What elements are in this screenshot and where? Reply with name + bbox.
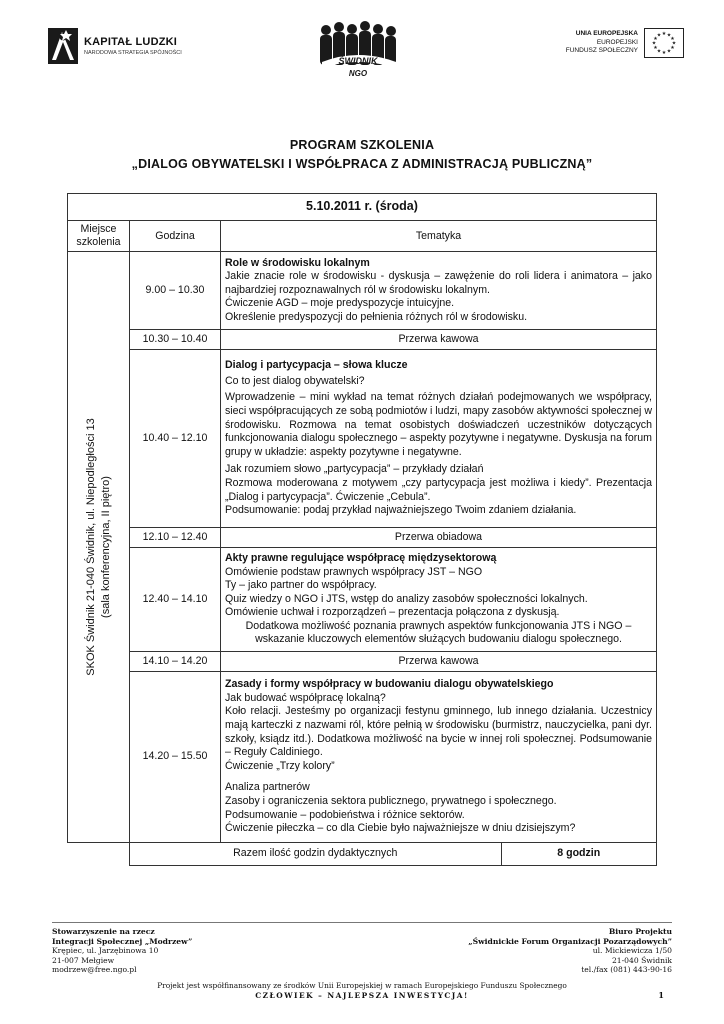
topic-text: Rozmowa moderowana z motywem „czy partycypacja jest możliwa i kiedy”. Prezentacja „Dialog i partycypacja”. Ćwiczenie „Cebula”. [225, 476, 652, 503]
kapital-ludzki-logo [46, 26, 182, 66]
svg-text:★: ★ [656, 48, 662, 55]
break-label: Przerwa kawowa [221, 652, 657, 672]
topic-text: Zasoby i ograniczenia sektora publicznego, prywatnego i społecznego. [225, 794, 557, 807]
time-cell: 14.20 – 15.50 [130, 672, 221, 843]
topic-text: Ćwiczenie „Trzy kolory” [225, 759, 335, 772]
table-row [68, 350, 657, 528]
page-header [40, 18, 684, 80]
time-cell: 12.40 – 14.10 [130, 548, 221, 652]
svg-text:★: ★ [670, 36, 675, 42]
place-cell [68, 252, 130, 843]
table-header-row [68, 221, 657, 252]
topic-text: Co to jest dialog obywatelski? [225, 374, 365, 387]
table-row [68, 672, 657, 843]
topic-text: Koło relacji. Jesteśmy po organizacji festynu gminnego, lub innego działania. Uczestnicy mają karteczki z nazwami ról, które pełnią w środowisku (burmistrz, nauczycielka, pani dyr. szkoły, ksiądz itd.). Dodatkowa możliwość na bycie w innej roli społecznej. Podsumowanie – Reguły Caldiniego. [225, 705, 652, 759]
summary-label: Razem ilość godzin dydaktycznych [130, 843, 501, 865]
topic-text: Analiza partnerów [225, 781, 310, 794]
break-row [68, 330, 657, 350]
topic-text: Jak budować współpracę lokalną? [225, 691, 386, 704]
eu-flag-icon [644, 28, 684, 58]
topic-text: Ty – jako partner do współpracy. [225, 579, 377, 592]
eu-line1: UNIA EUROPEJSKA [575, 30, 638, 38]
break-label: Przerwa obiadowa [221, 528, 657, 548]
document-title [0, 136, 724, 174]
topic-heading: Zasady i formy współpracy w budowaniu dialogu obywatelskiego [225, 678, 554, 691]
topic-cell [221, 672, 657, 843]
footer-right-line: ul. Mickiewicza 1/50 [592, 946, 672, 955]
kapital-ludzki-title: KAPITAŁ LUDZKI [84, 36, 178, 48]
break-row [68, 652, 657, 672]
footer-slogan: CZŁOWIEK – NAJLEPSZA INWESTYCJA! [255, 991, 469, 1000]
time-cell: 12.10 – 12.40 [130, 528, 221, 548]
footer-right-address [468, 927, 672, 975]
topic-heading: Dialog i partycypacja – słowa klucze [225, 359, 408, 372]
svg-text:★: ★ [653, 45, 658, 51]
footer-email: modrzew@free.ngo.pl [52, 965, 137, 974]
svg-text:★: ★ [661, 50, 667, 56]
summary-value: 8 godzin [557, 847, 601, 860]
topic-text: Ćwiczenie AGD – moje predyspozycje intuicyjne. [225, 297, 455, 310]
topic-text: Jakie znacie role w środowisku - dyskusja – zawężenie do roli lidera i animatora – jako najbardziej rozpoznawalnych ról w środowisku lokalnym. [225, 270, 652, 296]
topic-text: Wprowadzenie – mini wykład na temat różnych działań podejmowanych we współpracy, sieci współpracujących ze sobą podmiotów i ludzi, mapy zasobów aktywności społecznej w środowisku. Rozmowa na temat osobistych doświadczeń uczestników dotyczących funkcjonowania dialogu społecznego – aspekty pozytywne i negatywne. Dyskusja na forum grupy w układzie: aspekty pozytywne i negatywne. [225, 391, 652, 458]
col-topic-header: Tematyka [221, 221, 657, 252]
topic-heading: Akty prawne regulujące współpracę międzysektorową [225, 551, 497, 564]
place-line1: SKOK Świdnik 21-040 Świdnik, ul. Niepodległości 13 [84, 418, 97, 676]
footer-left-line: Integracji Społecznej „Modrzew” [52, 936, 193, 946]
eu-line3: FUNDUSZ SPOŁECZNY [565, 47, 638, 55]
svg-text:NGO: NGO [348, 69, 368, 78]
footer-right-line: tel./fax (081) 443-90-16 [581, 965, 672, 974]
topic-cell [221, 350, 657, 528]
topic-cell [221, 548, 657, 652]
svg-text:★: ★ [666, 48, 672, 55]
table-row [68, 548, 657, 652]
topic-text: Ćwiczenie piłeczka – co dla Ciebie było najważniejsze w dniu dzisiejszym? [225, 822, 576, 835]
svg-text:★: ★ [653, 36, 658, 42]
break-row [68, 528, 657, 548]
time-cell: 14.10 – 14.20 [130, 652, 221, 672]
break-label: Przerwa kawowa [221, 330, 657, 350]
svg-text:★: ★ [661, 31, 667, 37]
topic-text: Określenie predyspozycji do pełnienia różnych ról w środowisku. [225, 310, 528, 323]
topic-text: Jak rozumiem słowo „partycypacja” – przykłady działań [225, 463, 484, 476]
svg-text:★: ★ [656, 32, 662, 39]
topic-text: Dodatkowa możliwość poznania prawnych aspektów funkcjonowania JTS i NGO – wskazanie kluczowych elementów służących budowaniu dialogu społecznego. [245, 619, 632, 646]
date-row [68, 194, 657, 221]
summary-cell [130, 843, 657, 866]
svg-text:★: ★ [666, 32, 672, 39]
eu-line2: EUROPEJSKI [596, 38, 638, 46]
time-cell: 10.30 – 10.40 [130, 330, 221, 350]
topic-text: Quiz wiedzy o NGO i JTS, wstęp do analizy zasobów społeczności lokalnych. [225, 592, 588, 605]
title-line2: „DIALOG OBYWATELSKI I WSPÓŁPRACA Z ADMINISTRACJĄ PUBLICZNĄ” [131, 157, 593, 171]
topic-text: Omówienie uchwał i rozporządzeń – prezentacja połączona z dyskusją. [225, 606, 560, 619]
topic-heading: Role w środowisku lokalnym [225, 256, 370, 269]
topic-cell [221, 252, 657, 330]
page-number: 1 [658, 990, 664, 1000]
eu-logo [566, 28, 684, 58]
footer-left-line: 21-007 Mełgiew [52, 955, 115, 965]
footer-right-line: „Świdnickie Forum Organizacji Pozarządowych” [468, 936, 672, 946]
footer-cofinancing-note: Projekt jest współfinansowany ze środków Unii Europejskiej w ramach Europejskiego Funduszu Społecznego [157, 981, 567, 990]
swidnik-ngo-logo [316, 18, 400, 80]
footer-left-line: Krępiec, ul. Jarzębinowa 10 [52, 946, 159, 955]
svg-text:★: ★ [651, 40, 657, 47]
svg-text:ŚWIDNIK: ŚWIDNIK [338, 56, 378, 66]
date-cell: 5.10.2011 r. (środa) [68, 194, 657, 221]
time-cell: 9.00 – 10.30 [130, 252, 221, 330]
topic-text: Podsumowanie: podaj przykład najważniejszego Twoim zdaniem działania. [225, 504, 577, 517]
svg-text:★: ★ [670, 45, 675, 51]
topic-text: Omówienie podstaw prawnych współpracy JST – NGO [225, 565, 483, 578]
summary-row [68, 843, 657, 866]
place-line2: (sala konferencyjna, II piętro) [99, 476, 112, 618]
table-row [68, 252, 657, 330]
footer-right-line: Biuro Projektu [608, 927, 672, 936]
footer-left-address [52, 927, 192, 975]
program-table [67, 193, 657, 866]
svg-text:★: ★ [671, 40, 677, 47]
col-place-header: Miejsce szkolenia [68, 221, 130, 252]
title-line1: PROGRAM SZKOLENIA [289, 138, 435, 152]
footer-right-line: 21-040 Świdnik [611, 955, 672, 965]
kapital-ludzki-subtitle: NARODOWA STRATEGIA SPÓJNOŚCI [84, 50, 182, 56]
footer-divider [52, 922, 672, 923]
kapital-ludzki-emblem-icon [46, 26, 80, 66]
topic-text: Podsumowanie – podobieństwa i różnice sektorów. [225, 808, 465, 821]
footer-left-line: Stowarzyszenie na rzecz [52, 927, 155, 936]
summary-empty-cell [68, 843, 130, 866]
time-cell: 10.40 – 12.10 [130, 350, 221, 528]
col-time-header: Godzina [130, 221, 221, 252]
